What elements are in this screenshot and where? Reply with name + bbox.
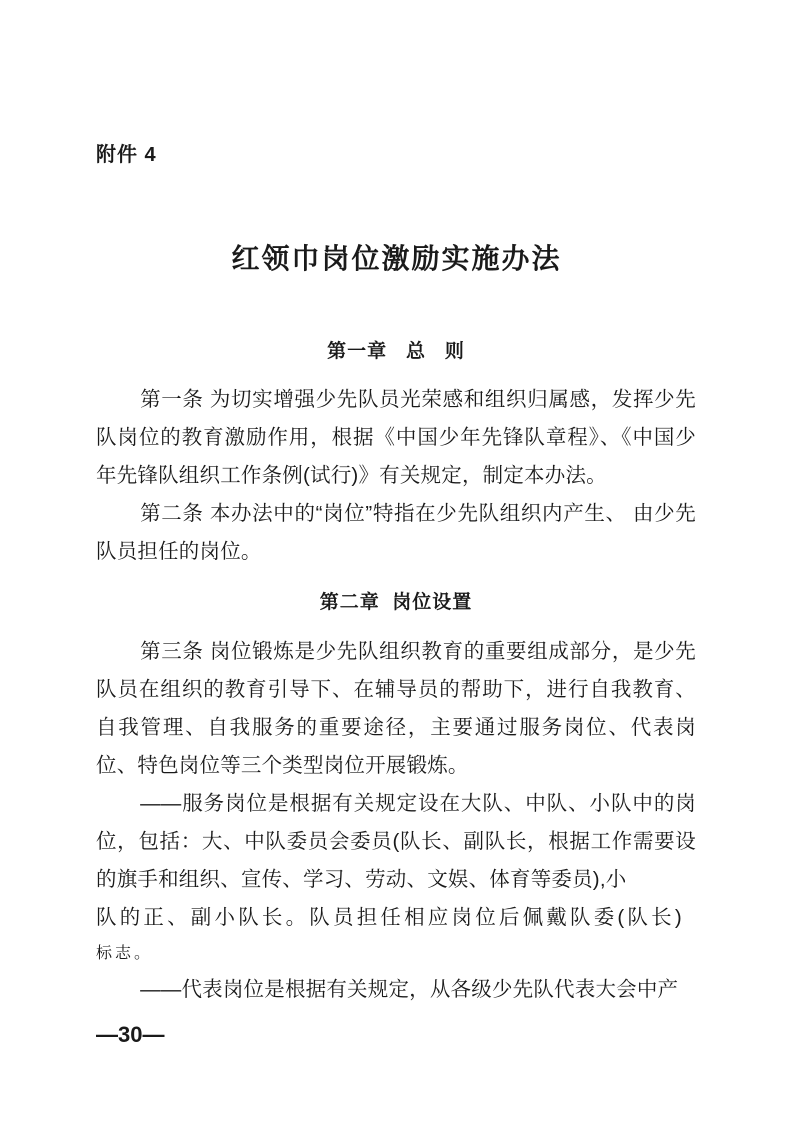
article-1-paragraph: 第一条 为切实增强少先队员光荣感和组织归属感，发挥少先队岗位的教育激励作用，根据《中国少年先锋队章程》、《中国少年先锋队组织工作条例(试行)》有关规定，制定本办法。 bbox=[96, 387, 696, 487]
service-post-paragraph: ——服务岗位是根据有关规定设在大队、中队、小队中的岗位，包括：大、中队委员会委员(队长、副队长，根据工作需要设的旗手和组织、宣传、学习、劳动、文娱、体育等委员),小 bbox=[96, 792, 696, 891]
service-post-paragraph-continued: 队的正、副小队长。队员担任相应岗位后佩戴队委(队长) bbox=[96, 906, 685, 929]
representative-post-paragraph: ——代表岗位是根据有关规定，从各级少先队代表大会中产 bbox=[140, 978, 679, 1001]
article-2-paragraph: 第二条 本办法中的“岗位”特指在少先队组织内产生、 由少先队员担任的岗位。 bbox=[96, 501, 696, 563]
attachment-label: 附件 4 bbox=[96, 144, 157, 166]
page-title: 红领巾岗位激励实施办法 bbox=[231, 242, 562, 274]
chapter-heading-2: 第二章 岗位设置 bbox=[319, 591, 473, 613]
chapter-heading-1: 第一章 总 则 bbox=[327, 341, 465, 362]
article-3-paragraph: 第三条 岗位锻炼是少先队组织教育的重要组成部分，是少先队员在组织的教育引导下、在辅导员的帮助下，进行自我教育、自我管理、自我服务的重要途径，主要通过服务岗位、代表岗位、特色岗位等三个类型岗位开展锻炼。 bbox=[96, 640, 696, 777]
document-body bbox=[96, 322, 696, 1009]
chapter-heading-1-block bbox=[96, 322, 696, 381]
page-number: —30— bbox=[96, 1022, 165, 1047]
chapter-heading-2-block bbox=[96, 571, 696, 634]
service-post-paragraph-tail: 标志。 bbox=[96, 945, 154, 962]
